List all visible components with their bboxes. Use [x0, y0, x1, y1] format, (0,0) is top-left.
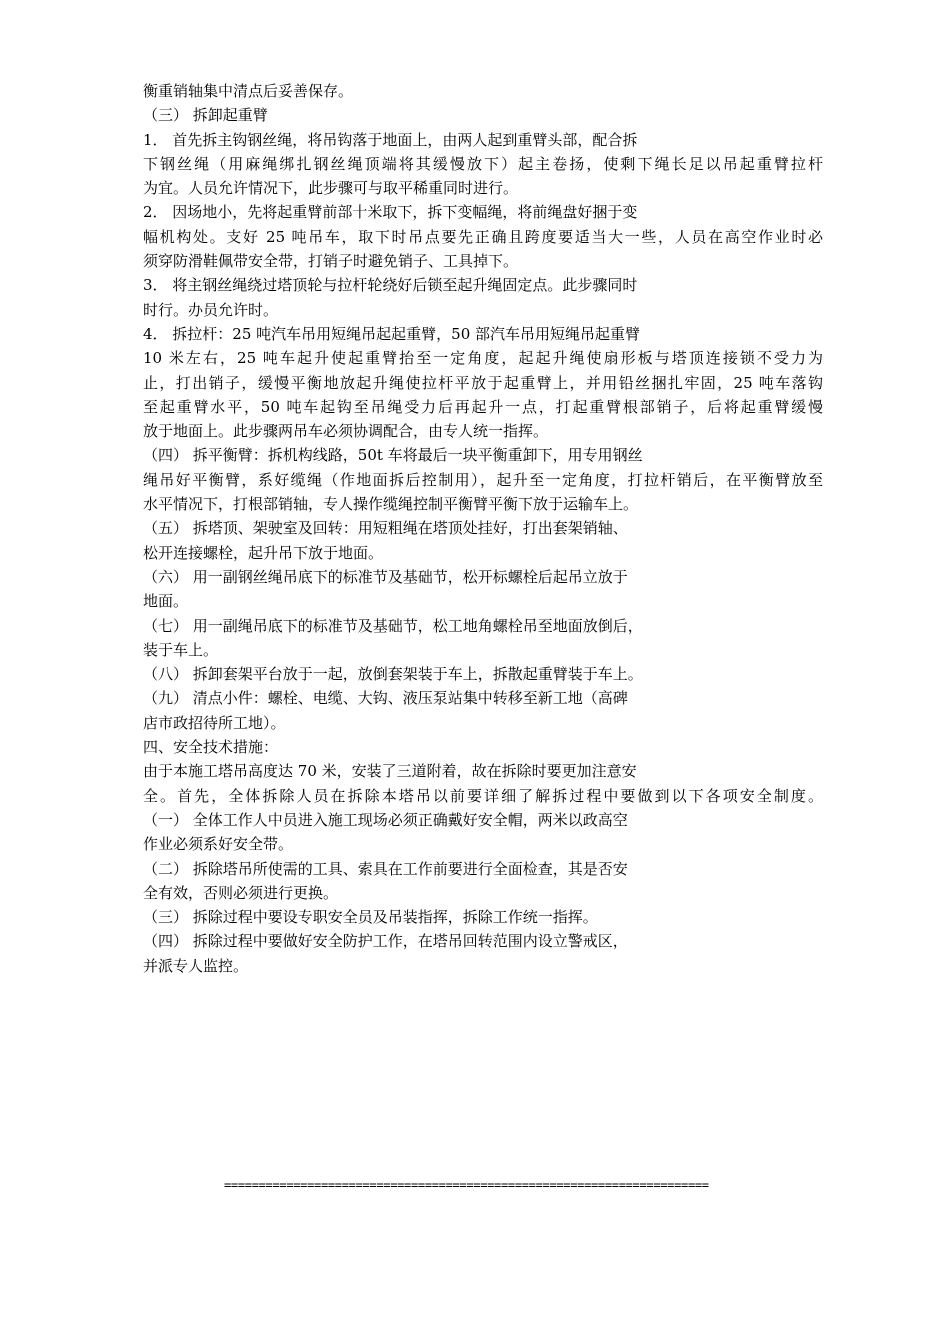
document-line: 作业必须系好安全带。: [143, 835, 294, 854]
document-line: （三） 拆卸起重臂: [143, 106, 268, 125]
document-line: 为宜。人员允许情况下，此步骤可与取平稀重同时进行。: [143, 179, 519, 198]
document-line: 松开连接螺栓，起升吊下放于地面。: [143, 543, 384, 562]
document-line: （二） 拆除塔吊所使需的工具、索具在工作前要进行全面检查，其是否安: [143, 859, 628, 878]
document-line: 幅机构处。支好 25 吨吊车，取下时吊点要先正确且跨度要适当大一些，人员在高空作业时必: [143, 227, 823, 246]
document-line: （五） 拆塔顶、架驶室及回转：用短粗绳在塔顶处挂好，打出套架销轴、: [143, 519, 628, 538]
document-line: 1． 首先拆主钩钢丝绳，将吊钩落于地面上，由两人起到重臂头部，配合拆: [143, 130, 638, 149]
document-line: （七） 用一副绳吊底下的标准节及基础节，松工地角螺栓吊至地面放倒后，: [143, 616, 643, 635]
document-line: 由于本施工塔吊高度达 70 米，安装了三道附着，故在拆除时要更加注意安: [143, 762, 637, 781]
document-line: 水平情况下，打根部销轴，专人操作缆绳控制平衡臂平衡下放于运输车上。: [143, 495, 639, 514]
document-line: 4． 拆拉杆：25 吨汽车吊用短绳吊起起重臂，50 部汽车吊用短绳吊起重臂: [143, 324, 641, 343]
document-line: 衡重销轴集中清点后妥善保存。: [143, 82, 354, 100]
document-line: （八） 拆卸套架平台放于一起，放倒套架装于车上，拆散起重臂装于车上。: [143, 665, 643, 684]
document-line: 全。首先，全体拆除人员在拆除本塔吊以前要详细了解拆过程中要做到以下各项安全制度。: [143, 786, 823, 805]
document-line: （四） 拆除过程中要做好安全防护工作，在塔吊回转范围内设立警戒区，: [143, 932, 628, 951]
document-line: （三） 拆除过程中要设专职安全员及吊装指挥，拆除工作统一指挥。: [143, 908, 598, 927]
document-line: 装于车上。: [143, 640, 219, 659]
document-line: （四） 拆平衡臂：拆机构线路，50t 车将最后一块平衡重卸下，用专用钢丝: [143, 446, 643, 465]
document-line: 四、安全技术措施：: [143, 738, 279, 757]
document-body: [143, 79, 823, 978]
document-line: 10 米左右，25 吨车起升使起重臂抬至一定角度，起起升绳使扇形板与塔顶连接锁不受力为: [143, 349, 823, 368]
document-line: 地面。: [143, 592, 189, 611]
document-line: 店市政招待所工地）。: [143, 713, 286, 732]
document-line: 时行。办员允许时。: [143, 300, 279, 319]
document-line: 2． 因场地小，先将起重臂前部十米取下，拆下变幅绳，将前绳盘好捆于变: [143, 203, 638, 222]
document-line: 须穿防滑鞋佩带安全带，打销子时避免销子、工具掉下。: [143, 252, 519, 271]
document-line: （六） 用一副钢丝绳吊底下的标准节及基础节，松开标螺栓后起吊立放于: [143, 567, 628, 586]
separator-line: ======================================================================: [224, 1178, 709, 1192]
document-line: 3． 将主钢丝绳绕过塔顶轮与拉杆轮绕好后锁至起升绳固定点。此步骤同时: [143, 276, 638, 295]
document-line: （一） 全体工作人中员进入施工现场必须正确戴好安全帽，两米以政高空: [143, 810, 628, 829]
document-line: 至起重臂水平，50 吨车起钩至吊绳受力后再起升一点，打起重臂根部销子，后将起重臂缓慢: [143, 397, 823, 416]
document-line: 下钢丝绳（用麻绳绑扎钢丝绳顶端将其缓慢放下）起主卷扬，使剩下绳长足以吊起重臂拉杆: [143, 154, 823, 173]
document-line: 并派专人监控。: [143, 956, 249, 975]
document-line: 放于地面上。此步骤两吊车必须协调配合，由专人统一指挥。: [143, 422, 549, 441]
document-line: 绳吊好平衡臂，系好缆绳（作地面拆后控制用），起升至一定角度，打拉杆销后，在平衡臂放至: [143, 470, 823, 489]
document-line: 全有效，否则必须进行更换。: [143, 883, 339, 902]
document-line: （九） 清点小件：螺栓、电缆、大钩、液压泵站集中转移至新工地（高碑: [143, 689, 628, 708]
document-line: 止，打出销子，缓慢平衡地放起升绳使拉杆平放于起重臂上，并用铅丝捆扎牢固，25 吨车落钩: [143, 373, 823, 392]
